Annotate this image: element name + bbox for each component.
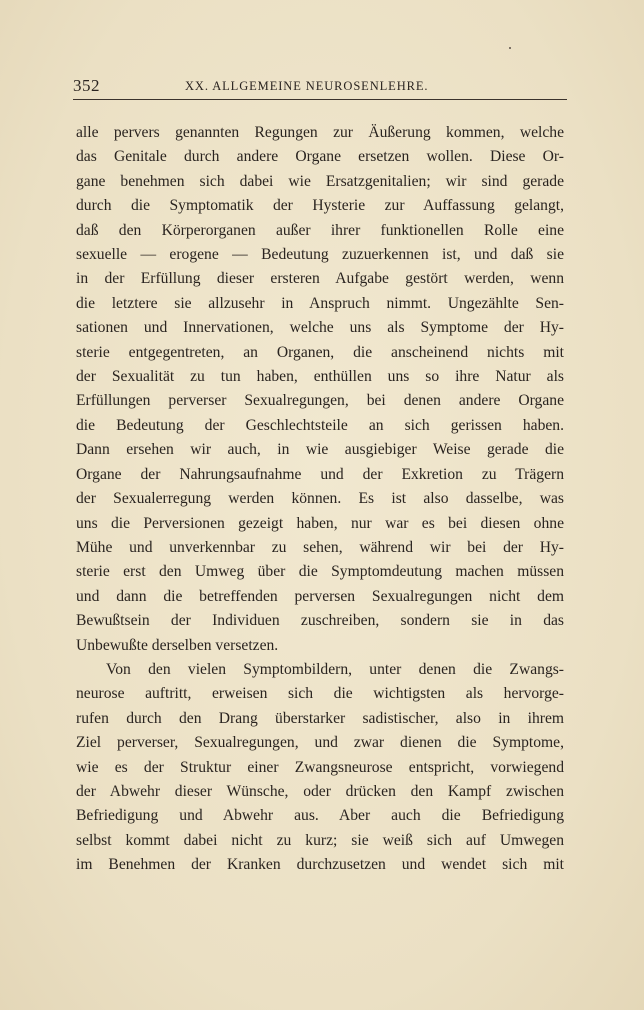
page-header: [73, 76, 567, 98]
text-line: wie es der Struktur einer Zwangsneurose entspricht, vorwiegend: [76, 758, 564, 776]
text-line: das Genitale durch andere Organe ersetzen wollen. Diese Or-: [76, 148, 564, 166]
text-line: Erfüllungen perverser Sexualregungen, bei denen andere Organe: [76, 392, 564, 410]
text-line: alle pervers genannten Regungen zur Äußerung kommen, welche: [76, 124, 564, 141]
text-line: uns die Perversionen gezeigt haben, nur war es bei diesen ohne: [76, 514, 564, 532]
text-line: der Sexualerregung werden können. Es ist also dasselbe, was: [76, 490, 564, 508]
text-line: die Bedeutung der Geschlechtsteile an sich gerissen haben.: [76, 416, 564, 434]
ink-speck: [509, 47, 511, 49]
text-line: gane benehmen sich dabei wie Ersatzgenitalien; wir sind gerade: [76, 172, 564, 190]
text-line: Befriedigung und Abwehr aus. Aber auch die Befriedigung: [76, 807, 564, 825]
text-line: Ziel perverser, Sexualregungen, und zwar dienen die Symptome,: [76, 734, 564, 752]
text-line: sationen und Innervationen, welche uns als Symptome der Hy-: [76, 319, 564, 337]
text-line: die letztere sie allzusehr in Anspruch nimmt. Ungezählte Sen-: [76, 294, 564, 312]
text-line: Organe der Nahrungsaufnahme und der Exkretion zu Trägern: [76, 465, 564, 483]
paragraph-end-line: Unbewußte derselben versetzen.: [76, 636, 279, 654]
running-title: XX. ALLGEMEINE NEUROSENLEHRE.: [185, 79, 429, 93]
text-line: Bewußtsein der Individuen zuschreiben, sondern sie in das: [76, 612, 564, 630]
text-line: sexuelle — erogene — Bedeutung zuzuerkennen ist, und daß sie: [76, 246, 564, 264]
body-text: [76, 121, 564, 878]
text-line: Mühe und unverkennbar zu sehen, während wir bei der Hy-: [76, 538, 564, 556]
text-line: der Abwehr dieser Wünsche, oder drücken den Kampf zwischen: [76, 782, 564, 800]
text-line: selbst kommt dabei nicht zu kurz; sie weiß sich auf Umwegen: [76, 831, 564, 849]
text-line: sterie entgegentreten, an Organen, die anscheinend nichts mit: [76, 343, 564, 361]
text-line: im Benehmen der Kranken durchzusetzen und wendet sich mit: [76, 856, 564, 874]
paragraph-start-line: Von den vielen Symptombildern, unter denen die Zwangs-: [106, 660, 564, 678]
text-line: Dann ersehen wir auch, in wie ausgiebiger Weise gerade die: [76, 441, 564, 459]
text-line: und dann die betreffenden perversen Sexualregungen nicht dem: [76, 587, 564, 605]
text-line: der Sexualität zu tun haben, enthüllen uns so ihre Natur als: [76, 368, 564, 386]
text-line: in der Erfüllung dieser ersteren Aufgabe gestört werden, wenn: [76, 270, 564, 288]
text-line: rufen durch den Drang überstarker sadistischer, also in ihrem: [76, 709, 564, 727]
text-line: daß den Körperorganen außer ihrer funktionellen Rolle eine: [76, 221, 564, 239]
text-line: durch die Symptomatik der Hysterie zur Auffassung gelangt,: [76, 197, 564, 215]
text-line: neurose auftritt, erweisen sich die wichtigsten als hervorge-: [76, 685, 564, 703]
text-line: sterie erst den Umweg über die Symptomdeutung machen müssen: [76, 563, 564, 581]
page-number: 352: [73, 76, 100, 95]
header-rule: [73, 99, 567, 100]
